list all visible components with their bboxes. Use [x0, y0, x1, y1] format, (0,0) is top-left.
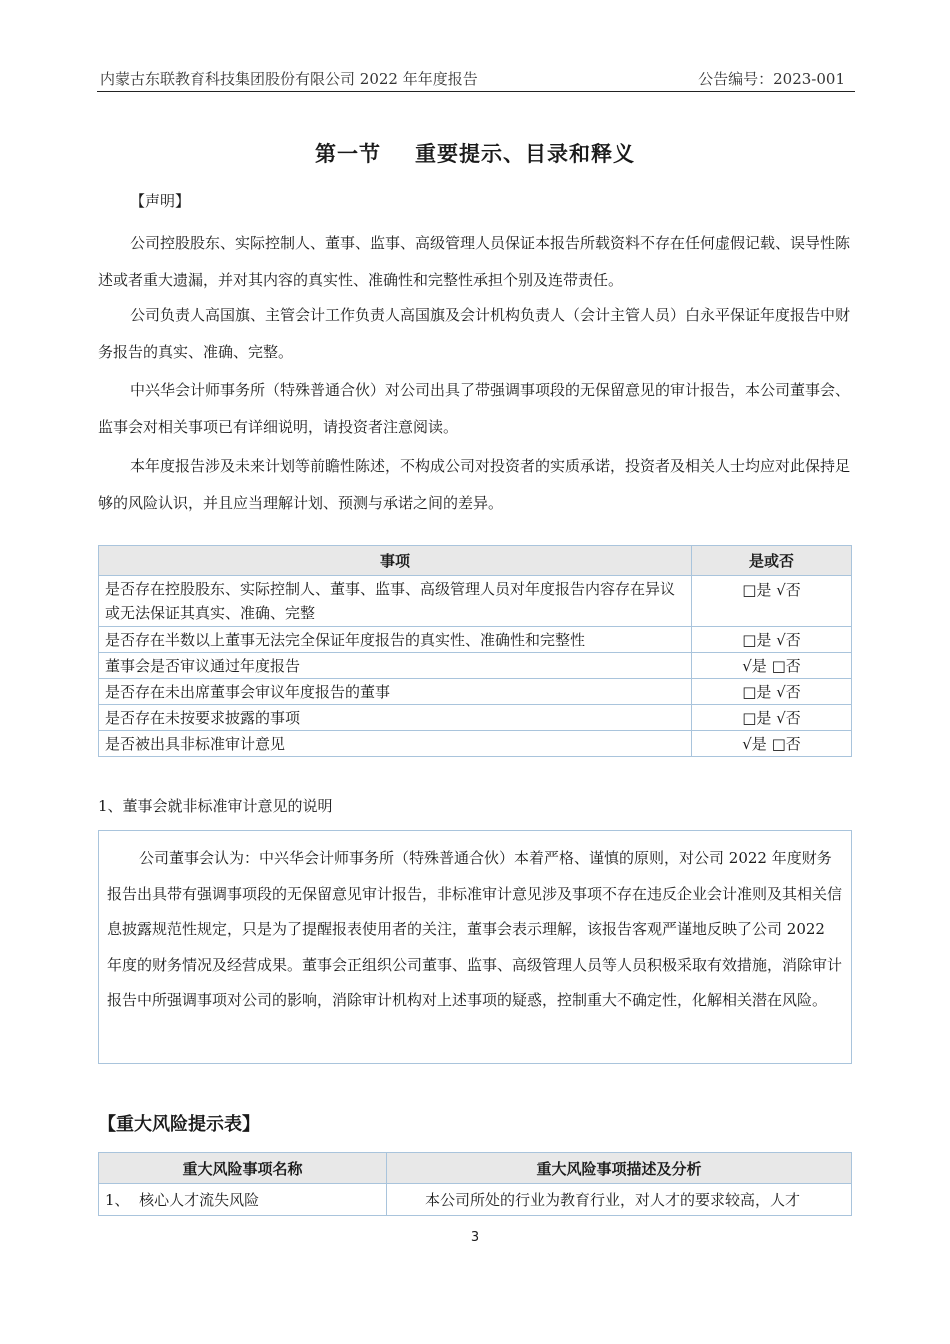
board-explanation-text: 公司董事会认为：中兴华会计师事务所（特殊普通合伙）本着严格、谨慎的原则，对公司 2022 年度财务报告出具带有强调事项段的无保留意见审计报告，非标准审计意见涉及事项不存在违反企业会计准则及其相关信息披露规范性规定，只是为了提醒报表使用者的关注，董事会表示理解，该报告客观严谨地反映了公司 2022 年度的财务情况及经营成果。董事会正组织公司董事、监事、高级管理人员等人员积极采取有效措施，消除审计报告中所强调事项对公司的影响，消除审计机构对上述事项的疑惑，控制重大不确定性，化解相关潜在风险。	[107, 849, 843, 1009]
page-number: 3	[470, 1230, 480, 1245]
statement-paragraph: 中兴华会计师事务所（特殊普通合伙）对公司出具了带强调事项段的无保留意见的审计报告，本公司董事会、监事会对相关事项已有详细说明，请投资者注意阅读。	[98, 381, 851, 436]
matters-header-item: 事项	[99, 546, 692, 576]
risk-table-heading: 【重大风险提示表】	[98, 1114, 260, 1135]
matter-answer: □是 √否	[692, 679, 852, 705]
risk-desc: 本公司所处的行业为教育行业，对人才的要求较高，人才	[387, 1184, 852, 1216]
board-explanation-box	[98, 830, 852, 1064]
table-row	[99, 576, 852, 627]
risk-table	[98, 1152, 852, 1216]
matter-item: 是否存在未出席董事会审议年度报告的董事	[99, 679, 692, 705]
matter-answer: □是 √否	[692, 576, 852, 627]
header-announcement-number: 公告编号：2023-001	[698, 70, 845, 88]
matter-answer: √是 □否	[692, 731, 852, 757]
table-row	[99, 627, 852, 653]
matter-answer: √是 □否	[692, 653, 852, 679]
board-explanation-heading: 1、董事会就非标准审计意见的说明	[98, 797, 333, 815]
statement-paragraph: 本年度报告涉及未来计划等前瞻性陈述，不构成公司对投资者的实质承诺，投资者及相关人士均应对此保持足够的风险认识，并且应当理解计划、预测与承诺之间的差异。	[98, 457, 851, 512]
section-title	[0, 138, 950, 168]
table-row	[99, 1184, 852, 1216]
risk-header-name: 重大风险事项名称	[99, 1153, 387, 1184]
matter-item: 是否存在未按要求披露的事项	[99, 705, 692, 731]
statement-paragraph: 公司控股股东、实际控制人、董事、监事、高级管理人员保证本报告所载资料不存在任何虚假记载、误导性陈述或者重大遗漏，并对其内容的真实性、准确性和完整性承担个别及连带责任。	[98, 234, 851, 289]
header-divider	[97, 91, 855, 92]
table-row	[99, 679, 852, 705]
matter-item: 是否被出具非标准审计意见	[99, 731, 692, 757]
risk-header-desc: 重大风险事项描述及分析	[387, 1153, 852, 1184]
matter-answer: □是 √否	[692, 705, 852, 731]
table-row	[99, 731, 852, 757]
matter-item: 是否存在半数以上董事无法完全保证年度报告的真实性、准确性和完整性	[99, 627, 692, 653]
table-row	[99, 653, 852, 679]
statement-heading: 【声明】	[130, 192, 191, 210]
section-heading: 重要提示、目录和释义	[415, 142, 635, 166]
statement-paragraph: 公司负责人高国旗、主管会计工作负责人高国旗及会计机构负责人（会计主管人员）白永平保证年度报告中财务报告的真实、准确、完整。	[98, 306, 851, 361]
header-report-title: 内蒙古东联教育科技集团股份有限公司 2022 年年度报告	[100, 70, 478, 88]
risk-name: 1、 核心人才流失风险	[99, 1184, 387, 1216]
matters-header-answer: 是或否	[692, 546, 852, 576]
table-row	[99, 705, 852, 731]
section-number: 第一节	[315, 142, 381, 166]
matter-item: 董事会是否审议通过年度报告	[99, 653, 692, 679]
matters-table	[98, 545, 852, 757]
matter-item: 是否存在控股股东、实际控制人、董事、监事、高级管理人员对年度报告内容存在异议或无法保证其真实、准确、完整	[99, 576, 692, 627]
matter-answer: □是 √否	[692, 627, 852, 653]
